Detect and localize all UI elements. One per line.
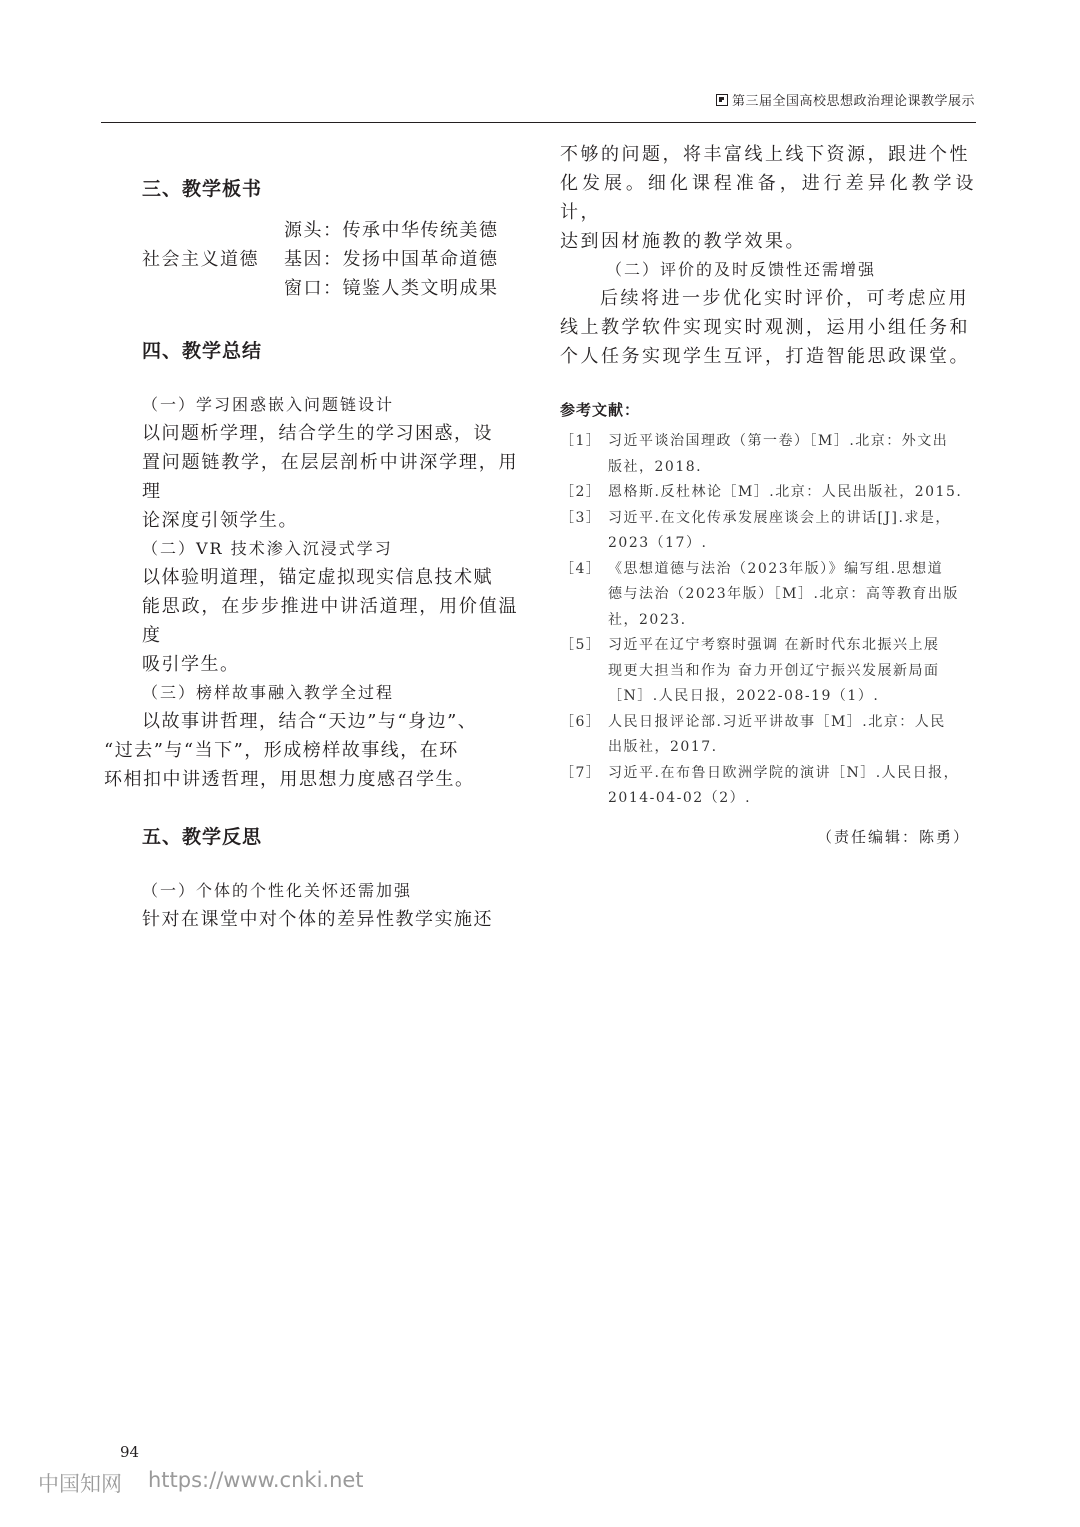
running-header-title: 第三届全国高校思想政治理论课教学展示 <box>731 94 975 109</box>
watermark-brand: 中国知网 <box>38 1472 122 1496</box>
section-heading-summary: 四、教学总结 <box>142 340 263 362</box>
reference-item: ［4］ 《思想道德与法治（2023年版）》编写组.思想道 德与法治（2023年版）［M］.北京：高等教育出版 社，2023. <box>560 560 959 628</box>
responsible-editor: （责任编辑：陈勇） <box>816 827 970 846</box>
board-lines <box>284 216 499 303</box>
watermark-url: https://www.cnki.net <box>148 1468 364 1492</box>
subsection-heading: （一）学习困惑嵌入问题链设计 <box>142 395 395 414</box>
right-column <box>560 140 976 847</box>
paragraph: 针对在课堂中对个体的差异性教学实施还 <box>142 909 493 930</box>
section-heading-reflection: 五、教学反思 <box>142 826 263 848</box>
running-header <box>716 90 975 109</box>
paragraph: 以故事讲哲理，结合“天边”与“身边”、 “过去”与“当下”，形成榜样故事线，在环 环相扣中讲透哲理，用思想力度感召学生。 <box>104 711 478 790</box>
reference-item: ［5］ 习近平在辽宁考察时强调 在新时代东北振兴上展 现更大担当和作为 奋力开创辽宁振兴发展新局面 ［N］.人民日报，2022-08-19（1）. <box>560 637 940 704</box>
page-number: 94 <box>120 1443 140 1461</box>
journal-logo-icon <box>716 94 728 106</box>
board-line: 基因：发扬中国革命道德 <box>284 249 499 270</box>
paragraph: 以体验明道理，锚定虚拟现实信息技术赋 能思政，在步步推进中讲活道理，用价值温度 吸引学生。 <box>142 567 518 675</box>
teaching-board <box>142 216 518 306</box>
subsection-heading: （一）个体的个性化关怀还需加强 <box>142 881 413 900</box>
reference-item: ［1］ 习近平谈治国理政（第一卷）［M］.北京：外文出 版社，2018. <box>560 433 949 475</box>
board-line: 窗口：镜鉴人类文明成果 <box>284 278 499 299</box>
subsection-heading: （二）评价的及时反馈性还需增强 <box>606 260 877 279</box>
subsection-heading: （二）VR 技术渗入沉浸式学习 <box>142 539 393 558</box>
left-column <box>104 140 518 934</box>
reference-item: ［2］ 恩格斯.反杜林论［M］.北京：人民出版社，2015. <box>560 484 963 500</box>
paragraph: 以问题析学理，结合学生的学习困惑，设 置问题链教学，在层层剖析中讲深学理，用理 论深度引领学生。 <box>142 423 518 531</box>
cnki-watermark <box>38 1468 364 1498</box>
reference-item: ［3］ 习近平.在文化传承发展座谈会上的讲话[J].求是， 2023（17）. <box>560 509 951 551</box>
board-center-term: 社会主义道德 <box>142 249 259 270</box>
paragraph: 不够的问题，将丰富线上线下资源，跟进个性 化发展。细化课程准备，进行差异化教学设计， 达到因材施教的教学效果。 <box>560 144 976 252</box>
references-list <box>560 429 976 812</box>
header-divider <box>101 122 976 123</box>
section-heading-board: 三、教学板书 <box>142 178 263 200</box>
reference-item: ［7］ 习近平.在布鲁日欧洲学院的演讲［N］.人民日报， 2014-04-02（2）. <box>560 764 960 806</box>
board-line: 源头：传承中华传统美德 <box>284 220 499 241</box>
subsection-heading: （三）榜样故事融入教学全过程 <box>142 683 395 702</box>
paragraph: 后续将进一步优化实时评价，可考虑应用 线上教学软件实现实时观测，运用小组任务和 个人任务实现学生互评，打造智能思政课堂。 <box>560 288 970 367</box>
reference-item: ［6］ 人民日报评论部.习近平讲故事［M］.北京：人民 出版社，2017. <box>560 713 946 755</box>
references-title: 参考文献： <box>560 401 641 419</box>
